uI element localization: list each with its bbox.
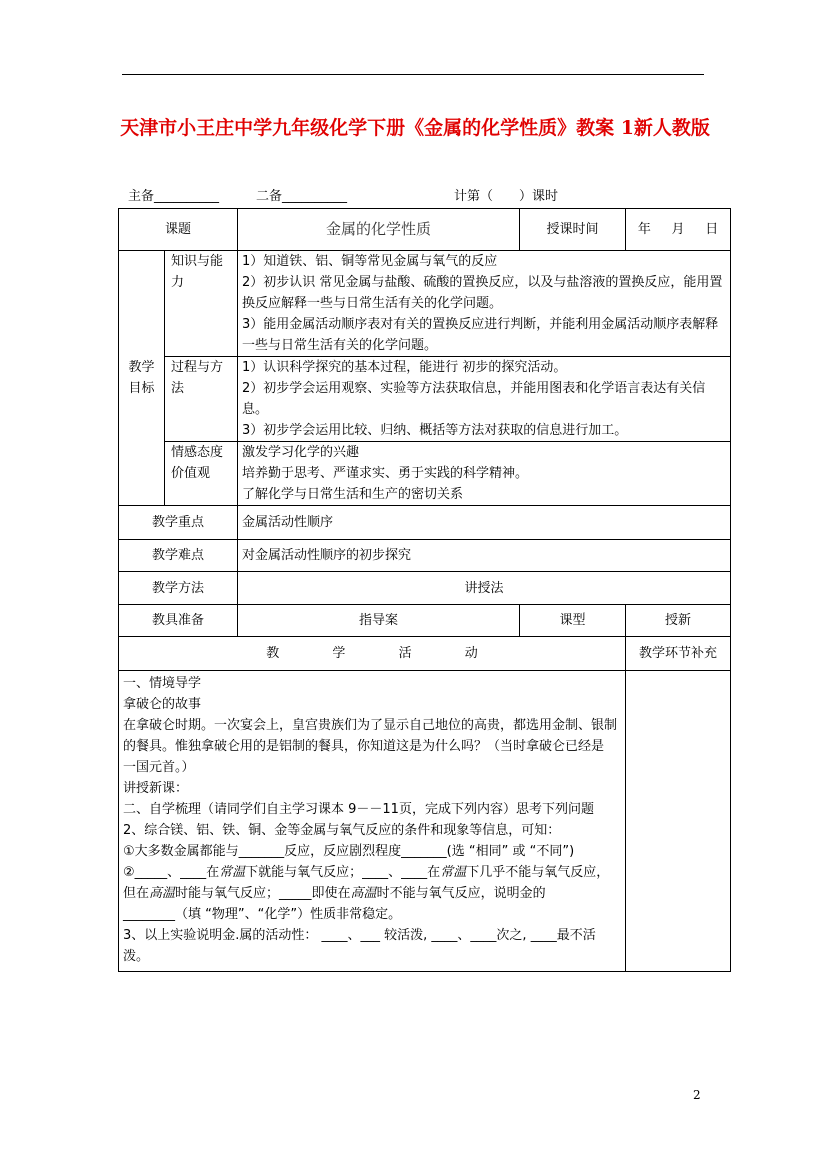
method-label: 教学方法 [119, 572, 238, 605]
goal-emotion-row [119, 442, 731, 506]
activity-line: 一、情境导学 [123, 676, 202, 691]
knowledge-item: 2）初步认识 常见金属与盐酸、硫酸的置换反应，以及与盐溶液的置换反应，能用置换反应解释一些与日常生活有关的化学问题。 [242, 275, 723, 311]
topic-row [119, 209, 731, 251]
process-item: 1）认识科学探究的基本过程，能进行 初步的探究活动。 [242, 360, 567, 375]
activity-line: ①大多数金属都能与_______反应，反应剧烈程度_______(选 “相同” 或 “不同”) [123, 844, 575, 859]
process-label: 过程与方法 [165, 357, 238, 442]
fill-blank-text: 时不能与氧气反应，说明金的 [376, 886, 546, 901]
activity-line: 二、自学梳理（请同学们自主学习课本 9－－11页，完成下列内容）思考下列问题 [123, 802, 594, 817]
supplement-header: 教学环节补充 [626, 637, 731, 671]
fill-blank-text: 下就能与氧气反应；____、____在 [245, 865, 441, 880]
tools-row [119, 605, 731, 637]
page-number: 2 [693, 1088, 701, 1102]
process-item: 2）初步学会运用观察、实验等方法获取信息，并能用图表和化学语言表达有关信息。 [242, 381, 706, 417]
activity-line: 拿破仑的故事 [123, 697, 202, 712]
key-point-row [119, 506, 731, 540]
method-row [119, 572, 731, 605]
page-title: 天津市小王庄中学九年级化学下册《金属的化学性质》教案 1新人教版 [120, 117, 710, 139]
emotion-item: 培养勤于思考、严谨求实、勇于实践的科学精神。 [242, 466, 529, 481]
activity-line: 2、综合镁、铝、铁、铜、金等金属与氧气反应的条件和现象等信息，可知： [123, 823, 561, 838]
process-item: 3）初步学会运用比较、归纳、概括等方法对获取的信息进行加工。 [242, 423, 628, 438]
emotion-item: 了解化学与日常生活和生产的密切关系 [242, 487, 464, 502]
emotion-item: 激发学习化学的兴趣 [242, 445, 360, 460]
activity-header-row [119, 637, 731, 671]
goal-knowledge-row [119, 251, 731, 357]
fill-blank-text: 下几乎不能与氧气反应， 但在 [123, 865, 616, 901]
date-month: 月 [671, 222, 685, 237]
activity-line: 在拿破仑时期。一次宴会上，皇宫贵族们为了显示自己地位的高贵，都选用金制、银制的餐具。惟独拿破仑用的是铝制的餐具，你知道这是为什么吗？（当时拿破仑已经是 一国元首。） [123, 718, 618, 775]
key-point-value: 金属活动性顺序 [238, 506, 731, 540]
emphasis-text: 常温 [440, 865, 467, 880]
activity-header-char: 学 [332, 646, 346, 661]
topic-label: 课题 [119, 209, 238, 251]
emotion-items [238, 442, 731, 506]
tools-value: 指导案 [238, 605, 520, 637]
topic-value: 金属的化学性质 [238, 209, 520, 251]
activity-line: ________（填 “物理”、“化学”）性质非常稳定。 [123, 907, 402, 922]
difficulty-value: 对金属活动性顺序的初步探究 [238, 540, 731, 572]
emphasis-text: 高温 [350, 886, 377, 901]
date-year: 年 [637, 222, 651, 237]
header-rule [122, 74, 704, 75]
fill-blank-text: ②_____、____在 [123, 865, 220, 880]
difficulty-row [119, 540, 731, 572]
goals-label [119, 251, 165, 506]
activity-content [119, 671, 626, 972]
activity-header-char: 活 [398, 646, 412, 661]
activity-line: 3、以上实验说明金.属的活动性： ____、___ 较活泼, ____、____次之, ____最不活泼。 [123, 928, 596, 964]
key-point-label: 教学重点 [119, 506, 238, 540]
fill-blank-text: 时能与氧气反应；_____即使在 [175, 886, 351, 901]
activity-header [119, 637, 626, 671]
knowledge-item: 1）知道铁、铝、铜等常见金属与氧气的反应 [242, 254, 498, 269]
emotion-label: 情感态度价值观 [165, 442, 238, 506]
date-day: 日 [705, 222, 719, 237]
emphasis-text: 高温 [149, 886, 176, 901]
lesson-count-field: 计第（ ）课时 [454, 189, 559, 204]
knowledge-label: 知识与能力 [165, 251, 238, 357]
date-cell [626, 209, 731, 251]
tools-label: 教具准备 [119, 605, 238, 637]
time-label: 授课时间 [520, 209, 626, 251]
process-items [238, 357, 731, 442]
supplement-cell [626, 671, 731, 972]
difficulty-label: 教学难点 [119, 540, 238, 572]
method-value: 讲授法 [238, 572, 731, 605]
lesson-type-value: 授新 [626, 605, 731, 637]
knowledge-items [238, 251, 731, 357]
erbei-field: 二备__________ [256, 189, 348, 204]
lesson-plan-table [118, 208, 731, 972]
activity-line [123, 862, 621, 904]
goal-process-row [119, 357, 731, 442]
lesson-type-label: 课型 [520, 605, 626, 637]
goals-label-text: 教学目标 [128, 360, 155, 396]
activity-line: 讲授新课： [123, 781, 189, 796]
activity-header-char: 动 [464, 646, 478, 661]
emphasis-text: 常温 [219, 865, 246, 880]
activity-row [119, 671, 731, 972]
zhubei-field: 主备__________ [128, 189, 220, 204]
activity-header-char: 教 [266, 646, 280, 661]
knowledge-item: 3）能用金属活动顺序表对有关的置换反应进行判断，并能利用金属活动顺序表解释一些与日常生活有关的化学问题。 [242, 317, 719, 353]
